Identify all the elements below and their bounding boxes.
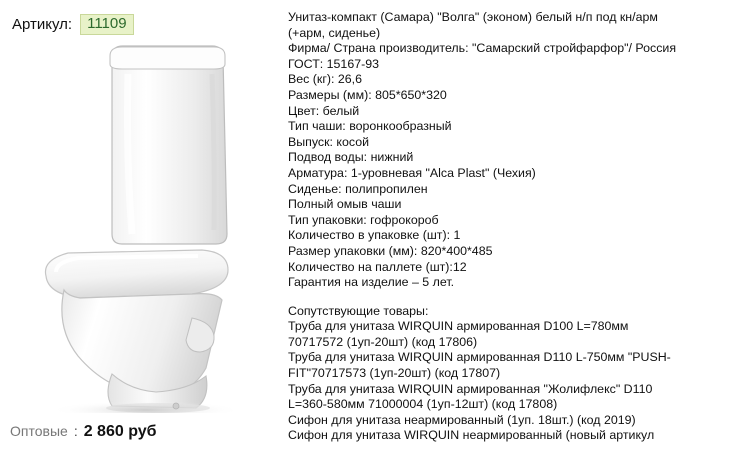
spec-line: Тип упаковки: гофрокороб: [288, 212, 439, 227]
related-product-line: FIT"70717573 (1уп-20шт) (код 17807): [288, 366, 501, 381]
related-product-line: L=360-580мм 71000004 (1уп-12шт) (код 17808): [288, 397, 558, 412]
spec-line: ГОСТ: 15167-93: [288, 56, 380, 71]
spec-line: Количество в упаковке (шт): 1: [288, 228, 461, 243]
product-specifications: [288, 10, 738, 460]
spec-line: Фирма/ Страна производитель: "Самарский стройфарфор"/ Россия: [288, 41, 677, 56]
spec-line: Выпуск: косой: [288, 134, 370, 149]
related-products-heading: Сопутствующие товары:: [288, 303, 429, 318]
related-product-line: Сифон для унитаза WIRQUIN неармированный (новый артикул: [288, 428, 655, 443]
related-product-line: Труба для унитаза WIRQUIN армированная D110 L-750мм "PUSH-: [288, 350, 671, 365]
price-value: 2 860 руб: [83, 423, 157, 440]
spec-line: Цвет: белый: [288, 103, 360, 118]
spec-line: Размер упаковки (мм): 820*400*485: [288, 243, 493, 258]
price-label: Оптовые: [10, 423, 68, 439]
spec-line: Полный омыв чаши: [288, 197, 402, 212]
spec-line: Количество на паллете (шт):12: [288, 259, 467, 274]
spec-line: Гарантия на изделие – 5 лет.: [288, 275, 455, 290]
related-product-line: Сифон для унитаза неармированный (1уп. 18шт.) (код 2019): [288, 412, 636, 427]
toilet-illustration: [16, 38, 266, 413]
spec-line: Сиденье: полипропилен: [288, 181, 428, 196]
wholesale-price-row: [10, 423, 157, 441]
section-spacer: [288, 291, 738, 304]
spec-line: Вес (кг): 26,6: [288, 72, 362, 87]
product-left-column: [0, 0, 282, 463]
related-product-line: Труба для унитаза WIRQUIN армированная D100 L=780мм: [288, 319, 629, 334]
spec-line: Арматура: 1-уровневая "Alca Plast" (Чехия): [288, 165, 536, 180]
related-product-line: Труба для унитаза WIRQUIN армированная "Жолифлекс" D110: [288, 381, 653, 396]
sku-label: Артикул:: [12, 16, 73, 33]
product-image: [0, 38, 282, 418]
related-product-line: 70717572 (1уп-20шт) (код 17806): [288, 334, 478, 349]
spec-line: Подвод воды: нижний: [288, 150, 414, 165]
spec-line: Размеры (мм): 805*650*320: [288, 87, 447, 102]
sku-row: [12, 14, 134, 35]
sku-value: 11109: [80, 14, 134, 35]
spec-line: Тип чаши: воронкообразный: [288, 119, 452, 134]
spec-line: (+арм, сиденье): [288, 25, 381, 40]
price-separator: :: [73, 423, 78, 439]
spec-line: Унитаз-компакт (Самара) "Волга" (эконом) белый н/п под кн/арм: [288, 10, 658, 24]
